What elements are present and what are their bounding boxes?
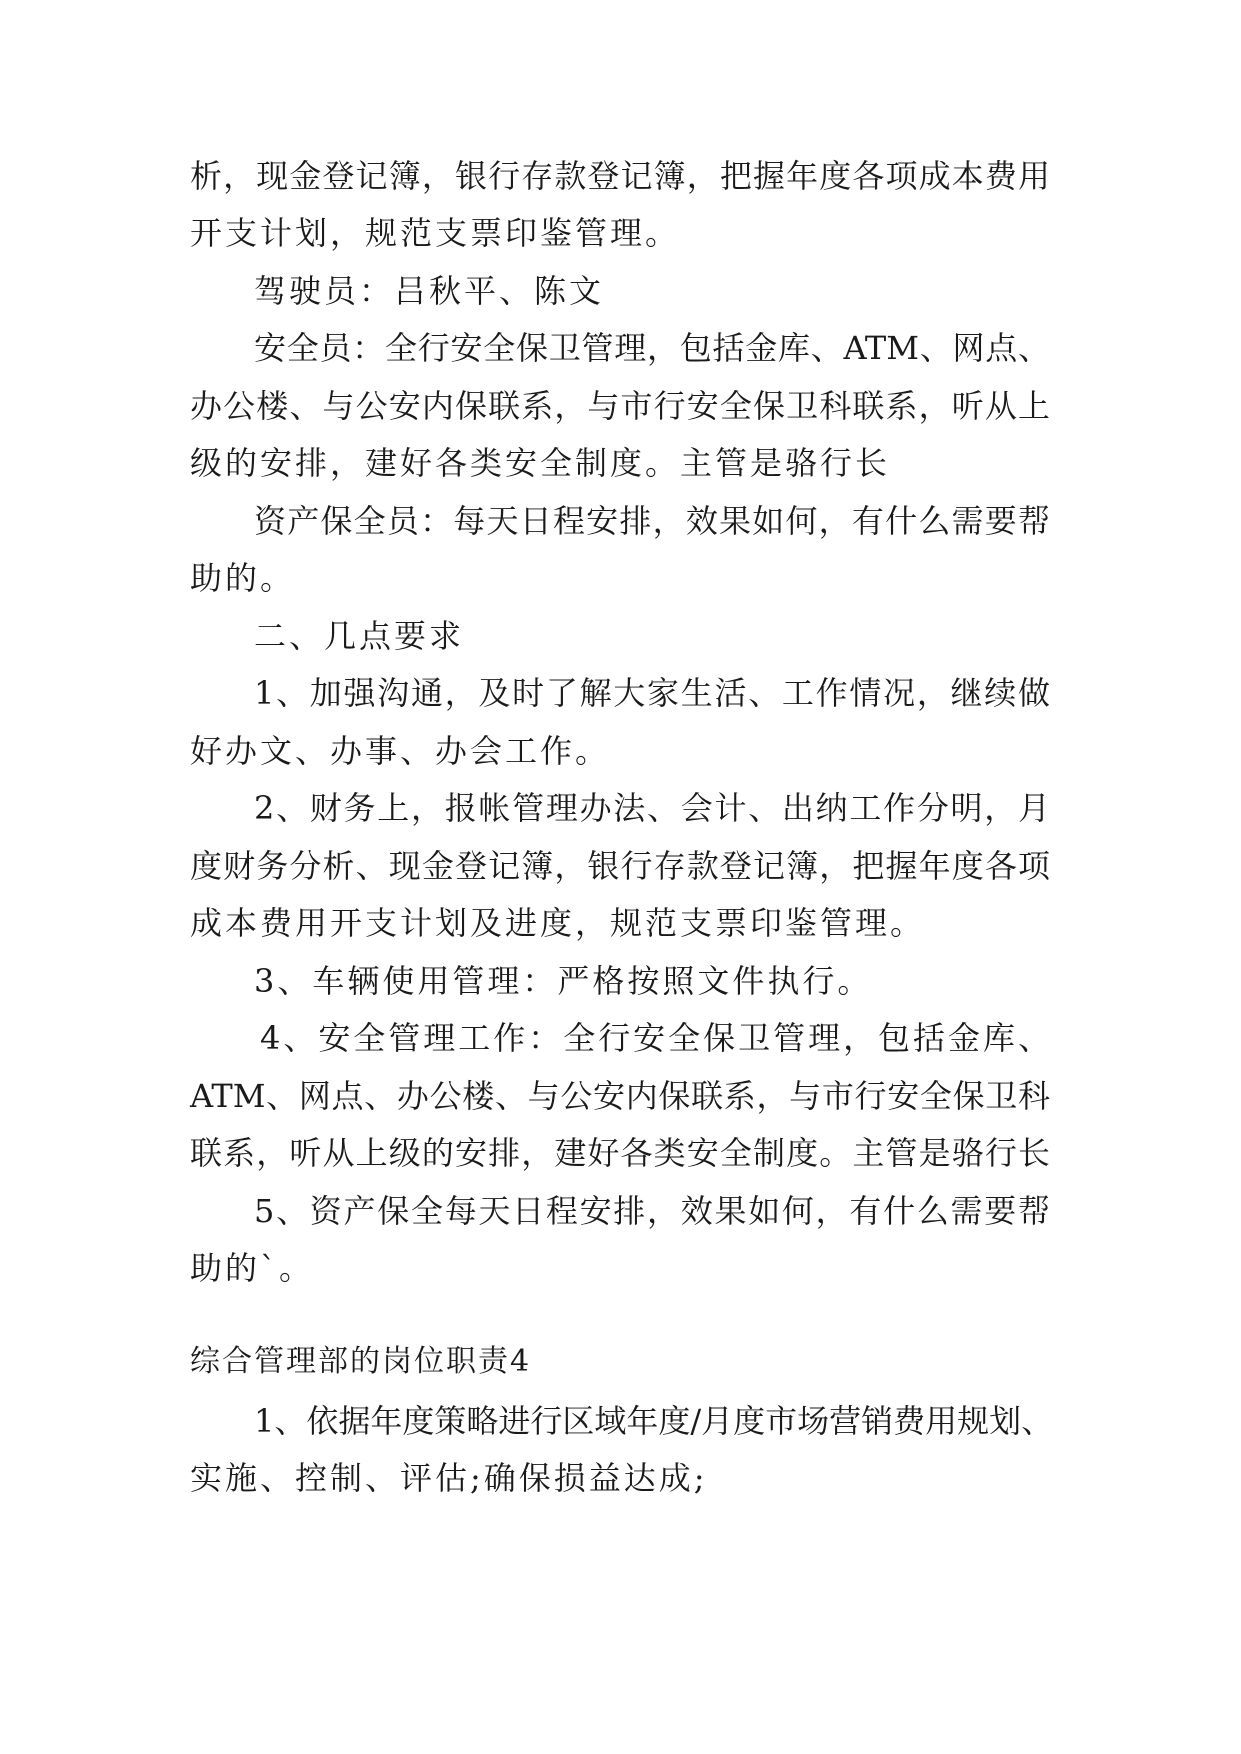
section-heading: 二、几点要求 — [254, 617, 465, 655]
paragraph-line: 实施、控制、评估;确保损益达成; — [190, 1459, 708, 1497]
paragraph-line: 析，现金登记簿，银行存款登记簿，把握年度各项成本费用 — [190, 157, 1050, 195]
paragraph-line: 联系，听从上级的安排，建好各类安全制度。主管是骆行长 — [190, 1134, 1050, 1172]
section-title: 综合管理部的岗位职责4 — [190, 1344, 532, 1379]
paragraph-line: 1、加强沟通，及时了解大家生活、工作情况，继续做 — [254, 674, 1050, 712]
paragraph-line: 开支计划，规范支票印鉴管理。 — [190, 214, 681, 252]
paragraph-line: 度财务分析、现金登记簿，银行存款登记簿，把握年度各项 — [190, 847, 1050, 885]
paragraph-line: 办公楼、与公安内保联系，与市行安全保卫科联系，听从上 — [190, 387, 1050, 425]
paragraph-line: 2、财务上，报帐管理办法、会计、出纳工作分明，月 — [254, 789, 1050, 827]
paragraph-line: 助的`。 — [190, 1249, 315, 1287]
paragraph-line: 3、车辆使用管理：严格按照文件执行。 — [254, 962, 873, 1000]
paragraph-line: 成本费用开支计划及进度，规范支票印鉴管理。 — [190, 904, 926, 942]
paragraph-line: 助的。 — [190, 559, 296, 597]
paragraph-line: 资产保全员：每天日程安排，效果如何，有什么需要帮 — [254, 502, 1050, 540]
paragraph-line: 级的安排，建好各类安全制度。主管是骆行长 — [190, 444, 891, 482]
paragraph-line: 5、资产保全每天日程安排，效果如何，有什么需要帮 — [254, 1192, 1050, 1230]
paragraph-line: 好办文、办事、办会工作。 — [190, 732, 611, 770]
paragraph-line: 1、依据年度策略进行区域年度/月度市场营销费用规划、 — [254, 1402, 1054, 1440]
paragraph-line: 驾驶员：吕秋平、陈文 — [254, 272, 605, 310]
paragraph-line: 安全员：全行安全保卫管理，包括金库、ATM、网点、 — [254, 329, 1050, 367]
paragraph-line: 4、安全管理工作：全行安全保卫管理，包括金库、 — [260, 1019, 1050, 1057]
paragraph-line: ATM、网点、办公楼、与公安内保联系，与市行安全保卫科 — [190, 1077, 1050, 1115]
